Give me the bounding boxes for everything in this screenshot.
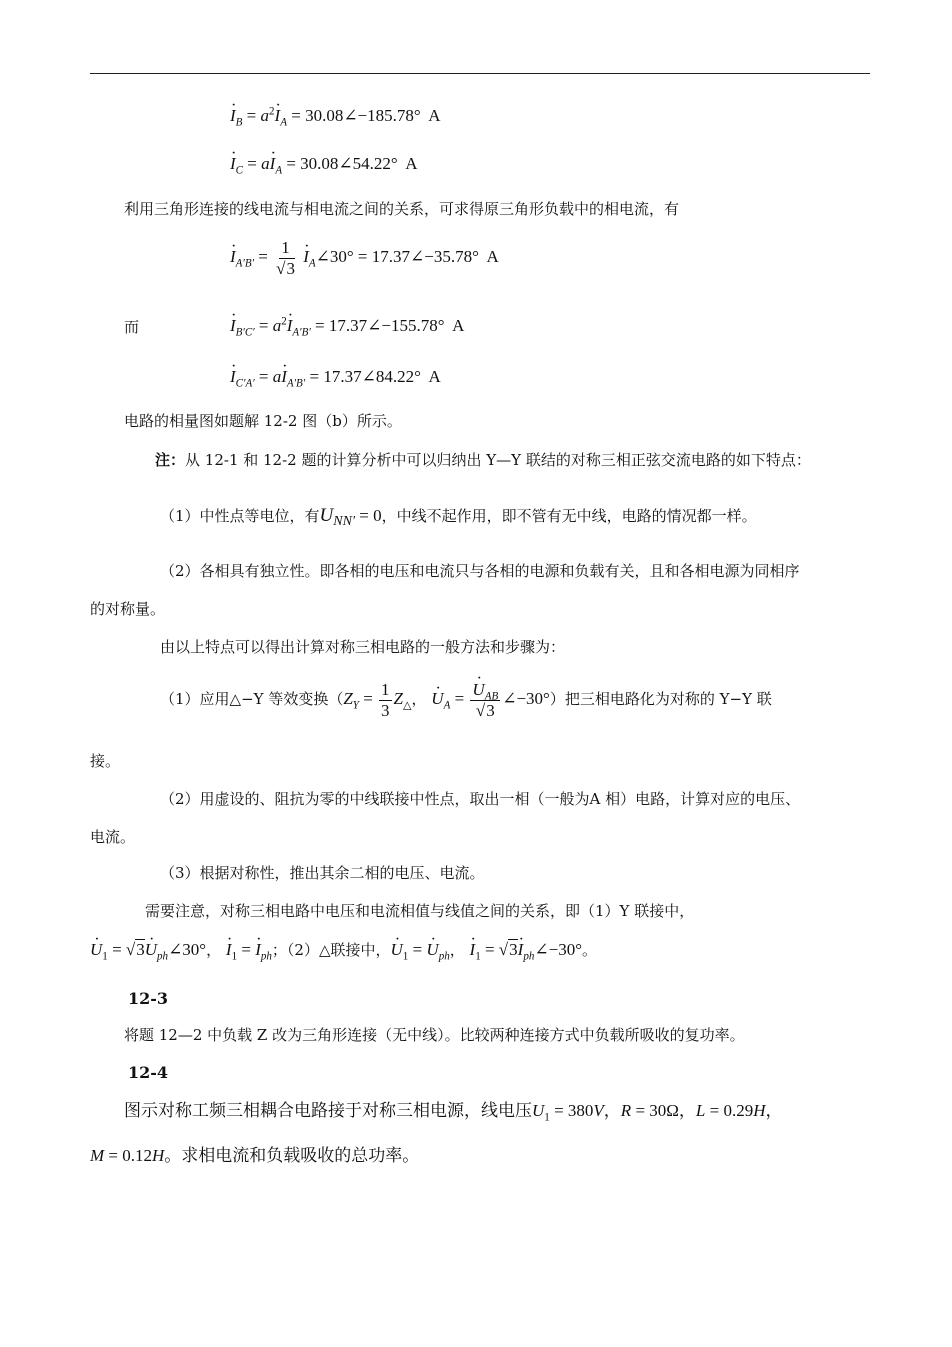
feature-1: （1）中性点等电位，有$U_{NN'} = 0$，中线不起作用，即不管有无中线，电路的情况都一样。 [160, 505, 757, 529]
step-2-line1: （2）用虚设的、阻抗为零的中线联接中性点，取出一相（一般为A 相）电路，计算对应的电压、 [160, 790, 801, 808]
relation-formulas: · $U_1 = √3\cdot$ $U_{ph}\angle 30^\circ$， · $I_1$ = · $I_{ph}$；（2）△联接中，· $U_1$ = · $U_{ph}$， · $I_1 = √3\cdot$ $I_{ph}\angle-30^\circ$。 [90, 940, 597, 960]
feature-2-line1: （2）各相具有独立性。即各相的电压和电流只与各相的电源和负载有关，且和各相电源为同相序 [160, 562, 800, 580]
step-3: （3）根据对称性，推出其余二相的电压、电流。 [160, 864, 485, 882]
problem-12-3-heading: 12-3 [128, 989, 169, 1008]
equation-ic: · $I_C = a\cdot I_A$ = 30.08∠54.22° A [230, 154, 418, 174]
note-label: 注： [155, 451, 186, 469]
text-relation: 利用三角形连接的线电流与相电流之间的关系，可求得原三角形负载中的相电流，有 [124, 200, 680, 218]
problem-12-4-line2: M = 0.12H。求相电流和负载吸收的总功率。 [90, 1146, 420, 1166]
equation-ibc: · $I_{B'C'} = a^2\cdot I_{A'B'}$ = 17.37∠−155.78° A [230, 316, 464, 336]
word-er: 而 [124, 318, 140, 336]
feature-2-line2: 的对称量。 [90, 600, 166, 618]
equation-ica: · $I_{C'A'} = a\cdot I_{A'B'}$ = 17.37∠84.22° A [230, 367, 441, 387]
problem-12-3-text: 将题 12—2 中负载 Z 改为三角形连接（无中线）。比较两种连接方式中负载所吸收的复功率。 [124, 1026, 745, 1044]
note-paragraph: 注：从 12-1 和 12-2 题的计算分析中可以归纳出 Y—Y 联结的对称三相正弦交流电路的如下特点： [155, 451, 811, 469]
problem-12-4-heading: 12-4 [128, 1063, 169, 1082]
text-phasor-diagram: 电路的相量图如题解 12-2 图（b）所示。 [124, 412, 402, 430]
step-1: （1）应用△−Y 等效变换（$Z_Y$ = $\frac{1}{3}$ $Z_\triangle$， · $U_A$ = · $\frac{U_{AB}}{√3}$ ∠−30°）把三相电路化为对称的 Y−Y 联 [160, 680, 772, 720]
problem-12-4-line1: 图示对称工频三相耦合电路接于对称三相电源，线电压$U_1 = 380V$，R = 30Ω，L = 0.29H， [124, 1101, 783, 1124]
step-1-tail: 接。 [90, 752, 121, 770]
step-2-line2: 电流。 [90, 828, 136, 846]
method-intro: 由以上特点可以得出计算对称三相电路的一般方法和步骤为： [160, 638, 566, 656]
attention-text: 需要注意，对称三相电路中电压和电流相值与线值之间的关系，即（1）Y 联接中， [145, 902, 695, 920]
header-rule [90, 73, 870, 74]
equation-ib: · $I_B = a^2\cdot I_A$ = 30.08∠−185.78° A [230, 106, 441, 126]
equation-iab: · $I_{A'B'}$ = $\frac{1}{√3}$ · $I_A\angle 30^\circ$ = 17.37∠−35.78° A [230, 238, 499, 278]
